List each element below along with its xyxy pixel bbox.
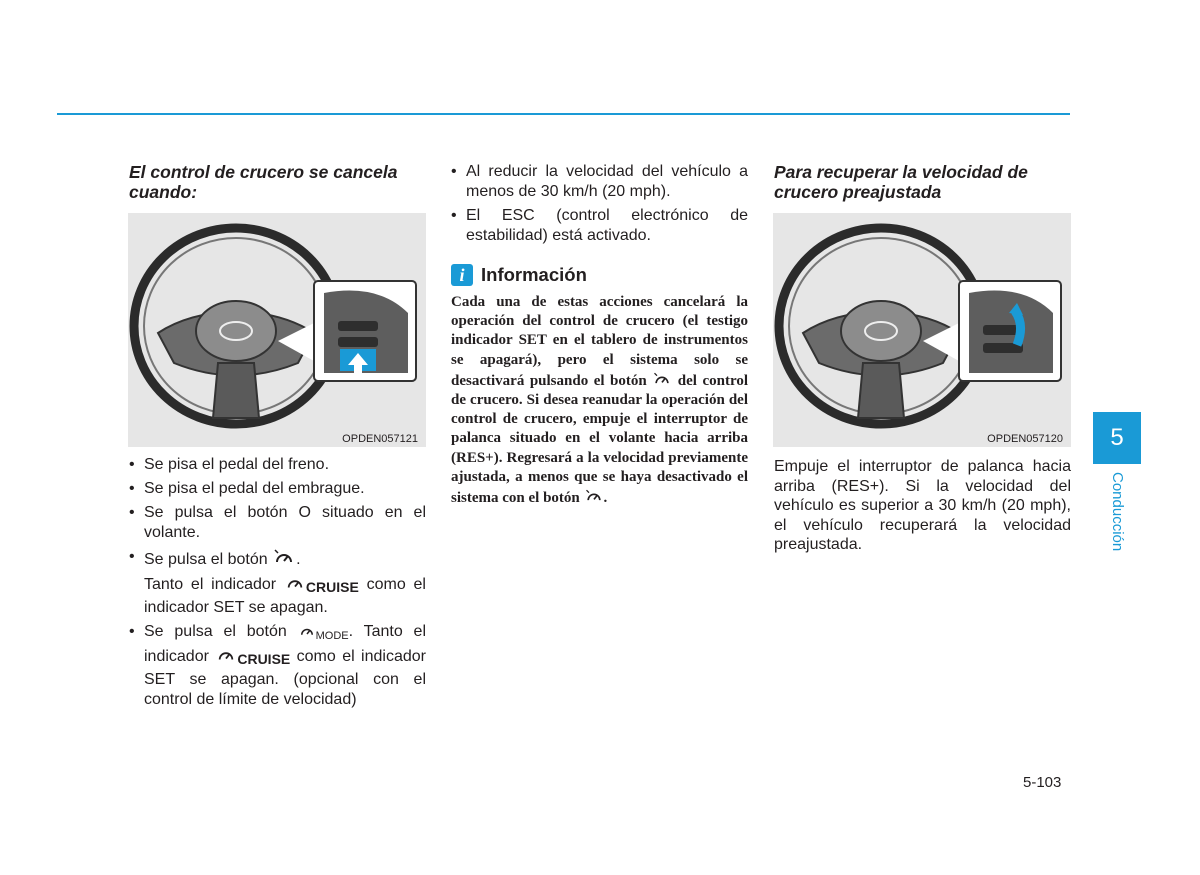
steering-wheel-figure-left [128, 213, 426, 447]
cruise-label: CRUISE [237, 651, 291, 667]
cruise-indicator-icon [215, 646, 290, 670]
figure-code: OPDEN057120 [987, 433, 1063, 445]
info-title: Información [481, 264, 587, 285]
info-header [451, 264, 748, 286]
cruise-label: CRUISE [305, 579, 359, 595]
list-item: • Al reducir la velocidad del vehículo a menos de 30 km/h (20 mph). [451, 163, 748, 200]
speedometer-icon [298, 623, 316, 639]
cruise-indicator-icon [284, 574, 359, 598]
header-rule [57, 113, 1070, 115]
middle-column [451, 162, 748, 508]
list-item: • El ESC (control electrónico de estabilidad) está activado. [451, 207, 748, 244]
list-item: • Se pisa el pedal del embrague. [129, 480, 365, 497]
list-item: • Se pulsa el botón MODE. Tanto el indicador CRUISE como el indicador SET se apagan. (opcional con el control de límite de velocidad) [129, 623, 426, 708]
info-body: Cada una de estas acciones cancelará la operación del control de crucero (el testigo indicador SET en el tablero de instrumentos se apagará), pero el sistema solo se desactivará pulsando el botón del control de crucero. Si desea reanudar la operación del control de crucero, empuje el interruptor de palanca situado en el volante hacia arriba (RES+). Regresará a la velocidad previamente ajustada, a menos que se haya desactivado el sistema con el botón . [451, 294, 748, 507]
left-bullets [129, 455, 426, 714]
chapter-tab: 5 [1093, 412, 1141, 464]
info-icon: i [451, 264, 473, 286]
cruise-button-icon [272, 547, 296, 567]
steering-wheel-illustration [128, 213, 426, 447]
chapter-label-text: Conducción [1109, 472, 1126, 552]
recover-body: Empuje el interruptor de palanca hacia arriba (RES+). Si la velocidad del vehículo es superior a 30 km/h (20 mph), el vehículo recuperará la velocidad preajustada. [774, 458, 1071, 553]
left-column [129, 162, 426, 202]
cruise-button-icon [652, 370, 672, 388]
figure-code: OPDEN057121 [342, 433, 418, 445]
speedometer-icon [215, 646, 237, 664]
list-item: • Se pisa el pedal del freno. [129, 456, 330, 473]
mode-button-icon [298, 623, 349, 646]
steering-wheel-figure-right [773, 213, 1071, 447]
cruise-button-icon [584, 487, 604, 505]
chapter-label [1083, 472, 1153, 562]
indicator-note: Tanto el indicador CRUISE como el indicador SET se apagan. [144, 576, 426, 616]
list-item: • Se pulsa el botón O situado en el volante. [129, 504, 426, 541]
speedometer-icon [284, 574, 306, 592]
page-number: 5-103 [1023, 774, 1062, 791]
mode-label: MODE [315, 630, 349, 642]
section-heading-cancel: El control de crucero se cancela cuando: [129, 162, 398, 202]
list-item: • Se pulsa el botón . [129, 548, 301, 568]
section-heading-recover: Para recuperar la velocidad de crucero preajustada [774, 162, 1028, 202]
steering-wheel-illustration [773, 213, 1071, 447]
right-column [774, 162, 1071, 202]
